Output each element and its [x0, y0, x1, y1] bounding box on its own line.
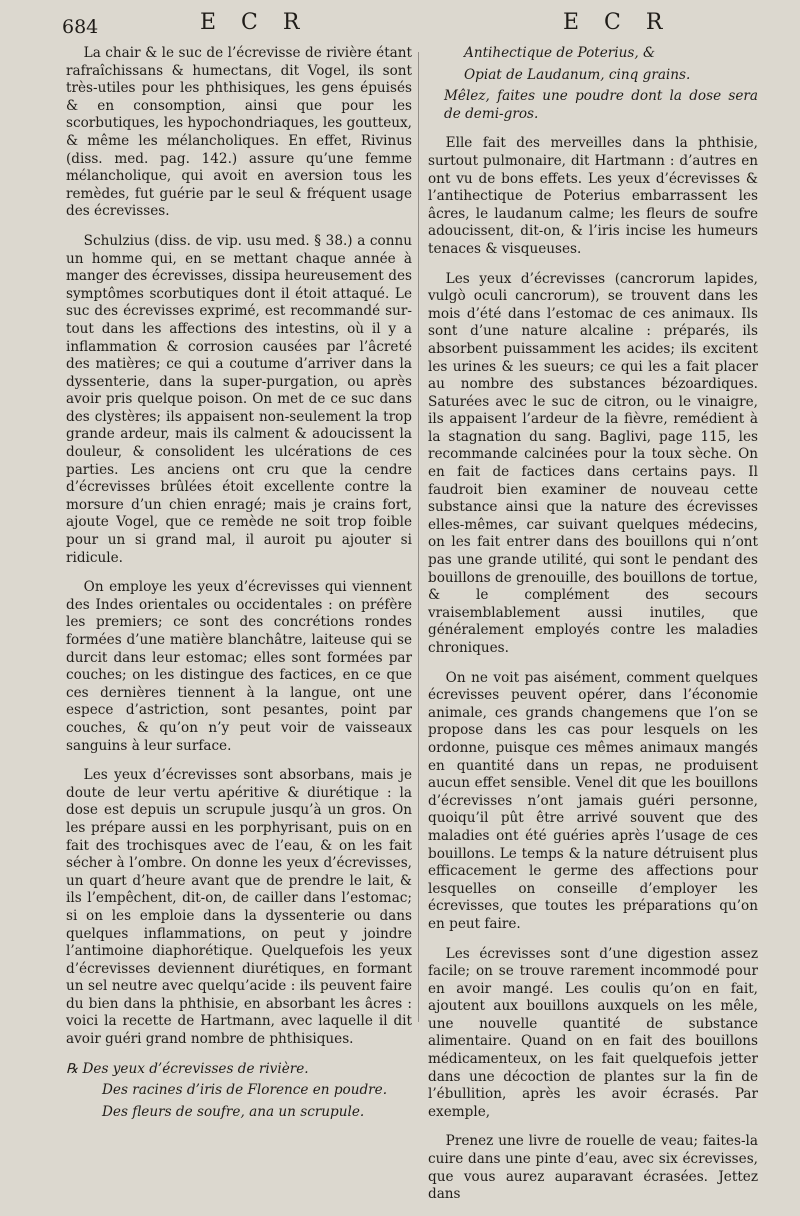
recipe-line: Antihectique de Poterius, &: [464, 45, 656, 61]
column-divider: [418, 52, 419, 1022]
paragraph: Les yeux d’écrevisses (cancrorum lapides, vulgò oculi cancrorum), se trouvent dans les mois d’été dans l’estomac de ces animaux. Ils sont d’une nature alcaline : préparés, ils absorbent puissamment les acides; ils excitent les urines & les sueurs; ce qui les a fait placer au nombre des substances bézoardiques. Saturées avec le suc de citron, ou le vinaigre, ils appaisent l’ardeur de la fièvre, remédient à la stagnation du sang. Baglivi, page 115, les recommande calcinées pour la toux sèche. On en fait de factices dans certains pays. Il faudroit bien examiner de nouveau cette substance ainsi que la nature des écrevisses elles-mêmes, car suivant quelques médecins, on les fait entrer dans des bouillons qui n’ont pas une grande utilité, qui sont le pendant des bouillons de grenouille, des bouillons de tortue, & le complément des secours vraisemblablement aussi inutiles, que généralement employés contre les maladies chroniques.: [428, 270, 758, 656]
left-column: [66, 45, 412, 1125]
running-header: [0, 10, 800, 40]
paragraph: Schulzius (diss. de vip. usu med. § 38.) a connu un homme qui, en se mettant chaque année à manger des écrevisses, dissipa heureusement des symptômes scorbutiques dont il étoit attaqué. Le suc des écrevisses exprimé, est recommandé sur-tout dans les affections des intestins, où il y a inflammation & corrosion causées par l’âcreté des matières; ce qui a coutume d’arriver dans la dyssenterie, dans la super-purgation, ou après avoir pris quelque poison. On met de ce suc dans des clystères; ils appaisent non-seulement la trop grande ardeur, mais ils calment & adoucissent la douleur, & consolident les ulcérations de ces parties. Les anciens ont cru que la cendre d’écrevisses brûlées étoit excellente contre la morsure d’un chien enragé; mais je crains fort, ajoute Vogel, que ce remède ne soit trop foible pour un si grand mal, il auroit pu ajouter si ridicule.: [66, 232, 412, 566]
paragraph: Elle fait des merveilles dans la phthisie, surtout pulmonaire, dit Hartmann : d’autres en ont vu de bons effets. Les yeux d’écrevisses & l’antihectique de Poterius embarrassent les âcres, le laudanum calme; les fleurs de soufre adoucissent, dit-on, & l’iris incise les humeurs tenaces & visqueuses.: [428, 135, 758, 257]
left-running-title: E C R: [200, 10, 309, 35]
right-column: [428, 45, 758, 1216]
recipe-line: Opiat de Laudanum, cinq grains.: [464, 66, 691, 83]
paragraph: Les écrevisses sont d’une digestion assez facile; on se trouve rarement incommodé pour en avoir mangé. Les coulis qu’on en fait, ajoutent aux bouillons auxquels on les mêle, une nouvelle quantité de substance alimentaire. Quand on en fait des bouillons médicamenteux, on les fait quelquefois jetter dans une décoction de plantes sur la fin de l’ébullition, après les avoir écrasés. Par exemple,: [428, 945, 758, 1120]
paragraph: On employe les yeux d’écrevisses qui viennent des Indes orientales ou occidentales : on préfère les premiers; ce sont des concrétions rondes formées d’une matière blanchâtre, laiteuse qui se durcit dans leur estomac; elles sont formées par couches; on les distingue des factices, en ce que ces dernières tiennent à la langue, ont une espece d’astriction, sont pesantes, point par couches, & qu’on n’y peut voir de vaisseaux sanguins à leur surface.: [66, 579, 412, 754]
recipe-line: ℞ Des yeux d’écrevisses de rivière.: [66, 1060, 309, 1077]
paragraph: Les yeux d’écrevisses sont absorbans, mais je doute de leur vertu apéritive & diurétique : la dose est depuis un scrupule jusqu’à un gros. On les prépare aussi en les porphyrisant, puis on en fait des trochisques avec de l’eau, & on les fait sécher à l’ombre. On donne les yeux d’écrevisses, un quart d’heure avant que de prendre le lait, & ils l’empêchent, dit-on, de cailler dans l’estomac; si on les emploie dans la dyssenterie ou dans quelques inflammations, on peut y joindre l’antimoine diaphorétique. Quelquefois les yeux d’écrevisses deviennent diurétiques, en formant un sel neutre avec quelqu’acide : ils peuvent faire du bien dans la phthisie, en absorbant les âcres : voici la recette de Hartmann, avec laquelle il dit avoir guéri grand nombre de phthisiques.: [66, 767, 412, 1048]
page-number: 684: [62, 16, 99, 38]
recipe-note: Mêlez, faites une poudre dont la dose sera de demi-gros.: [444, 88, 758, 122]
paragraph: La chair & le suc de l’écrevisse de rivière étant rafraîchissans & humectans, dit Vogel, ils sont très-utiles pour les phthisiques, les gens épuisés & en consomption, ainsi que pour les scorbutiques, les hypochondriaques, les goutteux, & même les mélancholiques. En effet, Rivinus (diss. med. pag. 142.) assure qu’une femme mélancholique, qui avoit en aversion tous les remèdes, fut guérie par le seul & fréquent usage des écrevisses.: [66, 45, 412, 220]
right-running-title: E C R: [563, 10, 672, 35]
paragraph: Prenez une livre de rouelle de veau; faites-la cuire dans une pinte d’eau, avec six écrevisses, que vous aurez auparavant écrasées. Jettez dans: [428, 1133, 758, 1203]
recipe-line: Des fleurs de soufre, ana un scrupule.: [102, 1103, 365, 1120]
recipe-line: Des racines d’iris de Florence en poudre.: [102, 1082, 388, 1099]
paragraph: On ne voit pas aisément, comment quelques écrevisses peuvent opérer, dans l’économie animale, ces grands changemens que l’on se propose dans les cas pour lesquels on les ordonne, puisque ces mêmes animaux mangés en quantité dans un repas, ne produisent aucun effet sensible. Venel dit que les bouillons d’écrevisses n’ont jamais guéri personne, quoiqu’il pût être arrivé souvent que des maladies ont été guéries après l’usage de ces bouillons. Le temps & la nature détruisent plus efficacement le germe des affections pour lesquelles on conseille d’employer les écrevisses, que toutes les préparations qu’on en peut faire.: [428, 669, 758, 932]
